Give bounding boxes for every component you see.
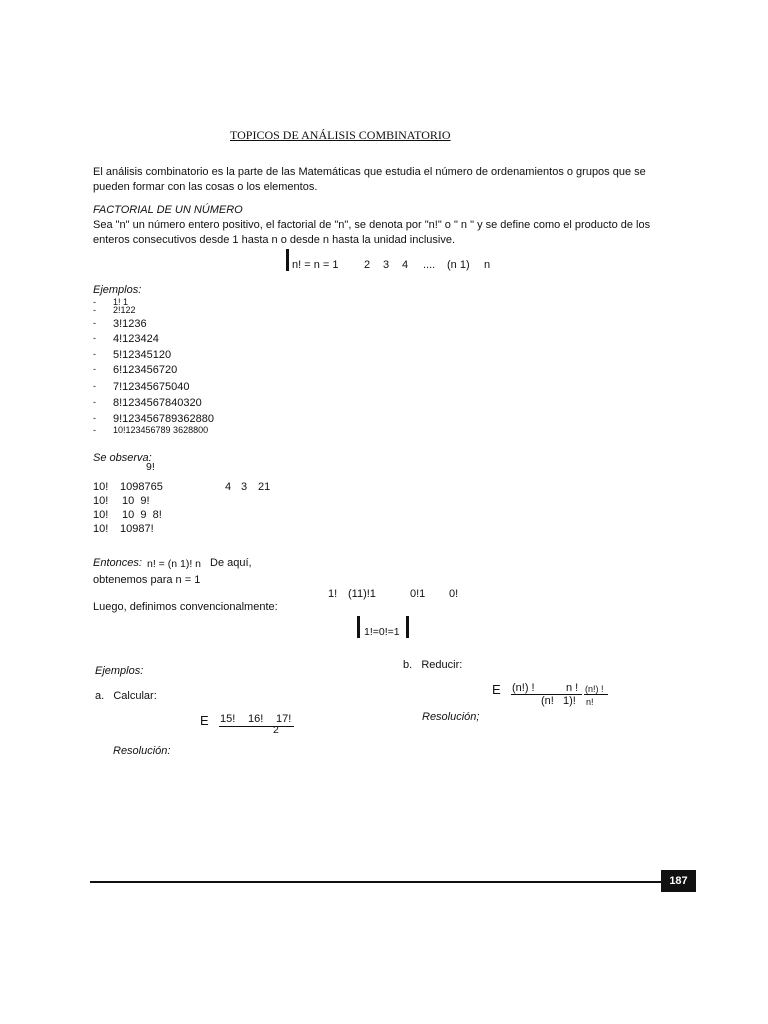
- observe-row1-4: 4: [225, 481, 232, 493]
- footer-rule: [90, 881, 662, 883]
- exercise-b-num2: n !: [566, 682, 579, 694]
- observe-row1-3: 3: [241, 481, 248, 493]
- observe-nine-factorial: 9!: [146, 461, 155, 473]
- formula-term-n-minus-1: (n 1): [447, 259, 470, 271]
- observe-row3-rhs: 10 9 8!: [122, 509, 162, 521]
- observe-row3-lhs: 10!: [93, 509, 109, 521]
- boxed-formula: 1!=0!=1: [364, 626, 400, 638]
- then-label: Entonces:: [93, 557, 142, 569]
- exercise-a-denominator: 2: [273, 724, 279, 736]
- exercise-a-resolution: Resolución:: [113, 745, 171, 757]
- examples-heading: Ejemplos:: [93, 284, 142, 296]
- exercises-heading: Ejemplos:: [95, 665, 144, 677]
- formula-term-4: 4: [402, 259, 409, 271]
- exercise-b-side-fraction-line: [584, 694, 608, 695]
- exercise-b-side-denominator: n!: [586, 697, 594, 707]
- then-line3: Luego, definimos convencionalmente:: [93, 601, 278, 613]
- formula-term-n: n: [484, 259, 491, 271]
- exercise-b-resolution: Resolución;: [422, 711, 480, 723]
- observe-row1-product: 1098765: [120, 481, 163, 493]
- observe-heading: Se observa:: [93, 452, 152, 464]
- boxed-left-bar: [357, 616, 360, 638]
- observe-row1-21: 21: [258, 481, 271, 493]
- boxed-right-bar: [406, 616, 409, 638]
- factorial-definition: Sea "n" un número entero positivo, el factorial de "n", se denota por "n!" o " n " y se define como el producto de los enteros consecutivos desde 1 hasta n o desde n hasta la unidad inclusive.: [93, 219, 651, 246]
- page-title: TOPICOS DE ANÁLISIS COMBINATORIO: [230, 128, 451, 142]
- exercise-a-fraction-line: [219, 726, 294, 727]
- intro-paragraph: El análisis combinatorio es la parte de las Matemáticas que estudia el número de ordenamientos o grupos que se pueden formar con las cosas o los elementos.: [93, 166, 646, 193]
- exercise-b-label: b. Reducir:: [403, 659, 463, 671]
- formula-term-3: 3: [383, 259, 390, 271]
- observe-row1-lhs: 10!: [93, 481, 109, 493]
- formula-dots: ....: [423, 259, 436, 271]
- exercise-a-label: a. Calcular:: [95, 690, 157, 702]
- observe-row2-rhs: 10 9!: [122, 495, 150, 507]
- then-line2: obtenemos para n = 1: [93, 574, 201, 586]
- exercise-a-term1: 15!: [220, 713, 236, 725]
- exercise-b-num1: (n!) !: [512, 682, 535, 694]
- exercise-a-term3: 17!: [276, 713, 292, 725]
- then-calc-4: 0!: [449, 588, 459, 600]
- observe-row4-lhs: 10!: [93, 523, 109, 535]
- then-tail: De aquí,: [210, 557, 252, 569]
- then-formula: n! = (n 1)! n: [147, 558, 201, 570]
- exercise-a-term2: 16!: [248, 713, 264, 725]
- observe-row4-rhs: 10987!: [120, 523, 154, 535]
- exercise-b-denominator: (n! 1)!: [541, 695, 576, 707]
- formula-bar: [286, 249, 289, 271]
- then-calc-2: (11)!1: [348, 588, 376, 600]
- then-calc-3: 0!1: [410, 588, 426, 600]
- formula-main: n! = n = 1: [292, 259, 339, 271]
- exercise-a-E: E: [200, 713, 209, 728]
- exercise-b-E: E: [492, 682, 501, 697]
- page-number: 187: [661, 870, 696, 892]
- observe-row2-lhs: 10!: [93, 495, 109, 507]
- formula-term-2: 2: [364, 259, 371, 271]
- exercise-b-side-numerator: (n!) !: [585, 684, 604, 694]
- then-calc-1: 1!: [328, 588, 338, 600]
- factorial-heading: FACTORIAL DE UN NÚMERO: [93, 204, 243, 216]
